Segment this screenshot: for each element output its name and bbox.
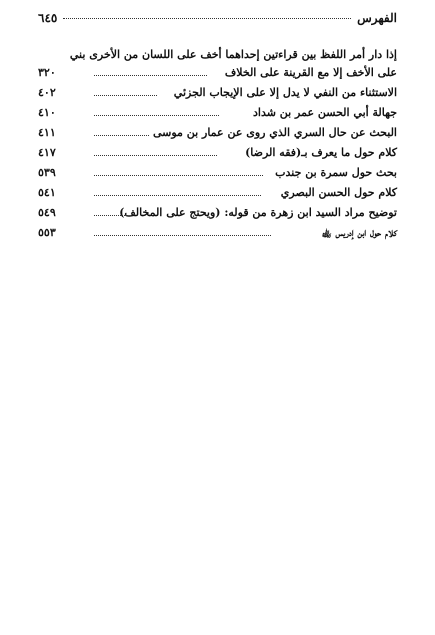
- toc-entry: [38, 203, 397, 223]
- toc-entry: [38, 63, 397, 83]
- dot-leader: [94, 215, 127, 216]
- dot-leader: [94, 235, 271, 236]
- toc-entry-title: كلام حول الحسن البصري: [280, 186, 397, 199]
- toc-entry-title: جهالة أبي الحسن عمر بن شداد: [253, 106, 397, 119]
- toc-entry-page: ٣٢٠: [38, 66, 56, 79]
- toc-entry: [38, 223, 397, 243]
- toc-entry-title: البحث عن حال السري الذي روى عن عمار بن موسى: [152, 126, 397, 139]
- toc-entry-title: توضيح مراد السيد ابن زهرة من قوله: (ويحتج على المخالف): [119, 206, 397, 219]
- toc-entry: [38, 103, 397, 123]
- toc-entry: [38, 83, 397, 103]
- toc-entry: [38, 143, 397, 163]
- toc-entry-page: ٥٣٩: [38, 166, 56, 179]
- table-of-contents: [38, 45, 397, 243]
- dot-leader: [94, 75, 207, 76]
- toc-entry-title: بحث حول سمرة بن جندب: [275, 166, 397, 179]
- toc-entry-title: كلام حول ابن إدريس ﵀: [321, 226, 397, 239]
- toc-entry-page: ٤٠٢: [38, 86, 56, 99]
- toc-entry: [38, 163, 397, 183]
- toc-entry: [38, 45, 397, 63]
- header-page-number: ٦٤٥: [38, 11, 58, 25]
- toc-entry-title: إذا دار أمر اللفظ بين قراءتين إحداهما أخف على اللسان من الأخرى بني: [69, 48, 397, 61]
- toc-entry-title: الاستثناء من النفي لا يدل إلا على الإيجاب الجزئي: [173, 86, 397, 99]
- toc-entry-page: ٥٤١: [38, 186, 56, 199]
- dot-leader: [94, 135, 149, 136]
- toc-entry-page: ٤١٠: [38, 106, 56, 119]
- toc-entry-title: على الأخف إلا مع القرينة على الخلاف: [224, 66, 397, 79]
- dot-leader: [94, 195, 261, 196]
- toc-entry: [38, 123, 397, 143]
- dot-leader: [94, 95, 157, 96]
- toc-entry-page: ٥٥٣: [38, 226, 56, 239]
- page-header: [38, 8, 397, 28]
- dot-leader: [94, 155, 217, 156]
- dot-leader: [94, 115, 219, 116]
- dot-leader: [94, 175, 263, 176]
- toc-entry-page: ٥٤٩: [38, 206, 56, 219]
- header-dot-leader: [63, 17, 351, 19]
- toc-entry: [38, 183, 397, 203]
- toc-entry-page: ٤١٧: [38, 146, 56, 159]
- header-title: الفهرس: [357, 11, 397, 25]
- toc-entry-page: ٤١١: [38, 126, 56, 139]
- toc-entry-title: كلام حول ما يعرف بـ(فقه الرضا): [245, 146, 397, 159]
